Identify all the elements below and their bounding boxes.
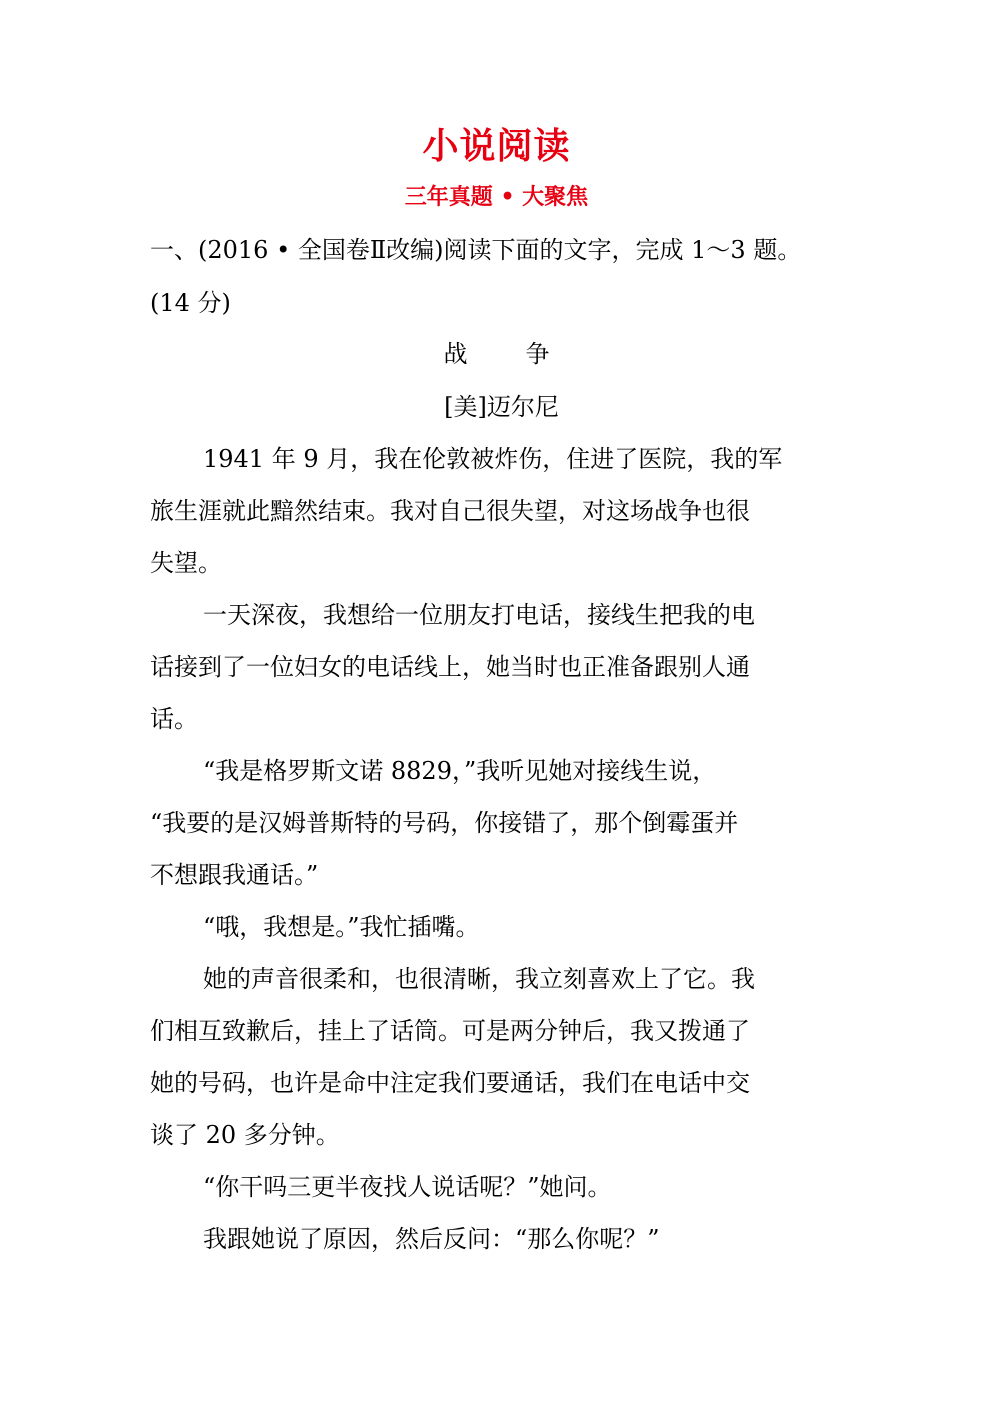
paragraph-line: 1941 年 9 月，我在伦敦被炸伤，住进了医院，我的军 bbox=[203, 445, 783, 473]
paragraph-line: 谈了 20 多分钟。 bbox=[150, 1121, 340, 1149]
paragraph-line: “哦，我想是。”我忙插嘴。 bbox=[203, 913, 480, 941]
page-subtitle: 三年真题 • 大聚焦 bbox=[404, 184, 589, 210]
paragraph-line: 她的声音很柔和，也很清晰，我立刻喜欢上了它。我 bbox=[203, 965, 755, 993]
paragraph-line: 话接到了一位妇女的电话线上，她当时也正准备跟别人通 bbox=[150, 653, 750, 681]
paragraph-line: 不想跟我通话。” bbox=[150, 861, 319, 889]
story-title-part1: 战 bbox=[443, 340, 468, 368]
story-title bbox=[0, 336, 993, 372]
paragraph-line: 她的号码，也许是命中注定我们要通话，我们在电话中交 bbox=[150, 1069, 750, 1097]
paragraph-line: 旅生涯就此黯然结束。我对自己很失望，对这场战争也很 bbox=[150, 497, 750, 525]
paragraph-line: 我跟她说了原因，然后反问：“那么你呢？” bbox=[203, 1225, 660, 1253]
question-score: (14 分) bbox=[150, 289, 231, 317]
paragraph-line: 一天深夜，我想给一位朋友打电话，接线生把我的电 bbox=[203, 601, 755, 629]
paragraph-line: 们相互致歉后，挂上了话筒。可是两分钟后，我又拨通了 bbox=[150, 1017, 750, 1045]
paragraph-line: 话。 bbox=[150, 705, 198, 733]
question-heading: 一、(2016 • 全国卷Ⅱ改编)阅读下面的文字，完成 1～3 题。 bbox=[150, 236, 802, 264]
story-title-part2: 争 bbox=[525, 340, 550, 368]
page-title: 小说阅读 bbox=[422, 125, 571, 167]
paragraph-line: “我要的是汉姆普斯特的号码，你接错了，那个倒霉蛋并 bbox=[150, 809, 739, 837]
paragraph-line: “我是格罗斯文诺 8829，”我听见她对接线生说， bbox=[203, 757, 717, 785]
story-author: [美]迈尔尼 bbox=[444, 393, 559, 421]
paragraph-line: 失望。 bbox=[150, 549, 222, 577]
paragraph-line: “你干吗三更半夜找人说话呢？”她问。 bbox=[203, 1173, 612, 1201]
